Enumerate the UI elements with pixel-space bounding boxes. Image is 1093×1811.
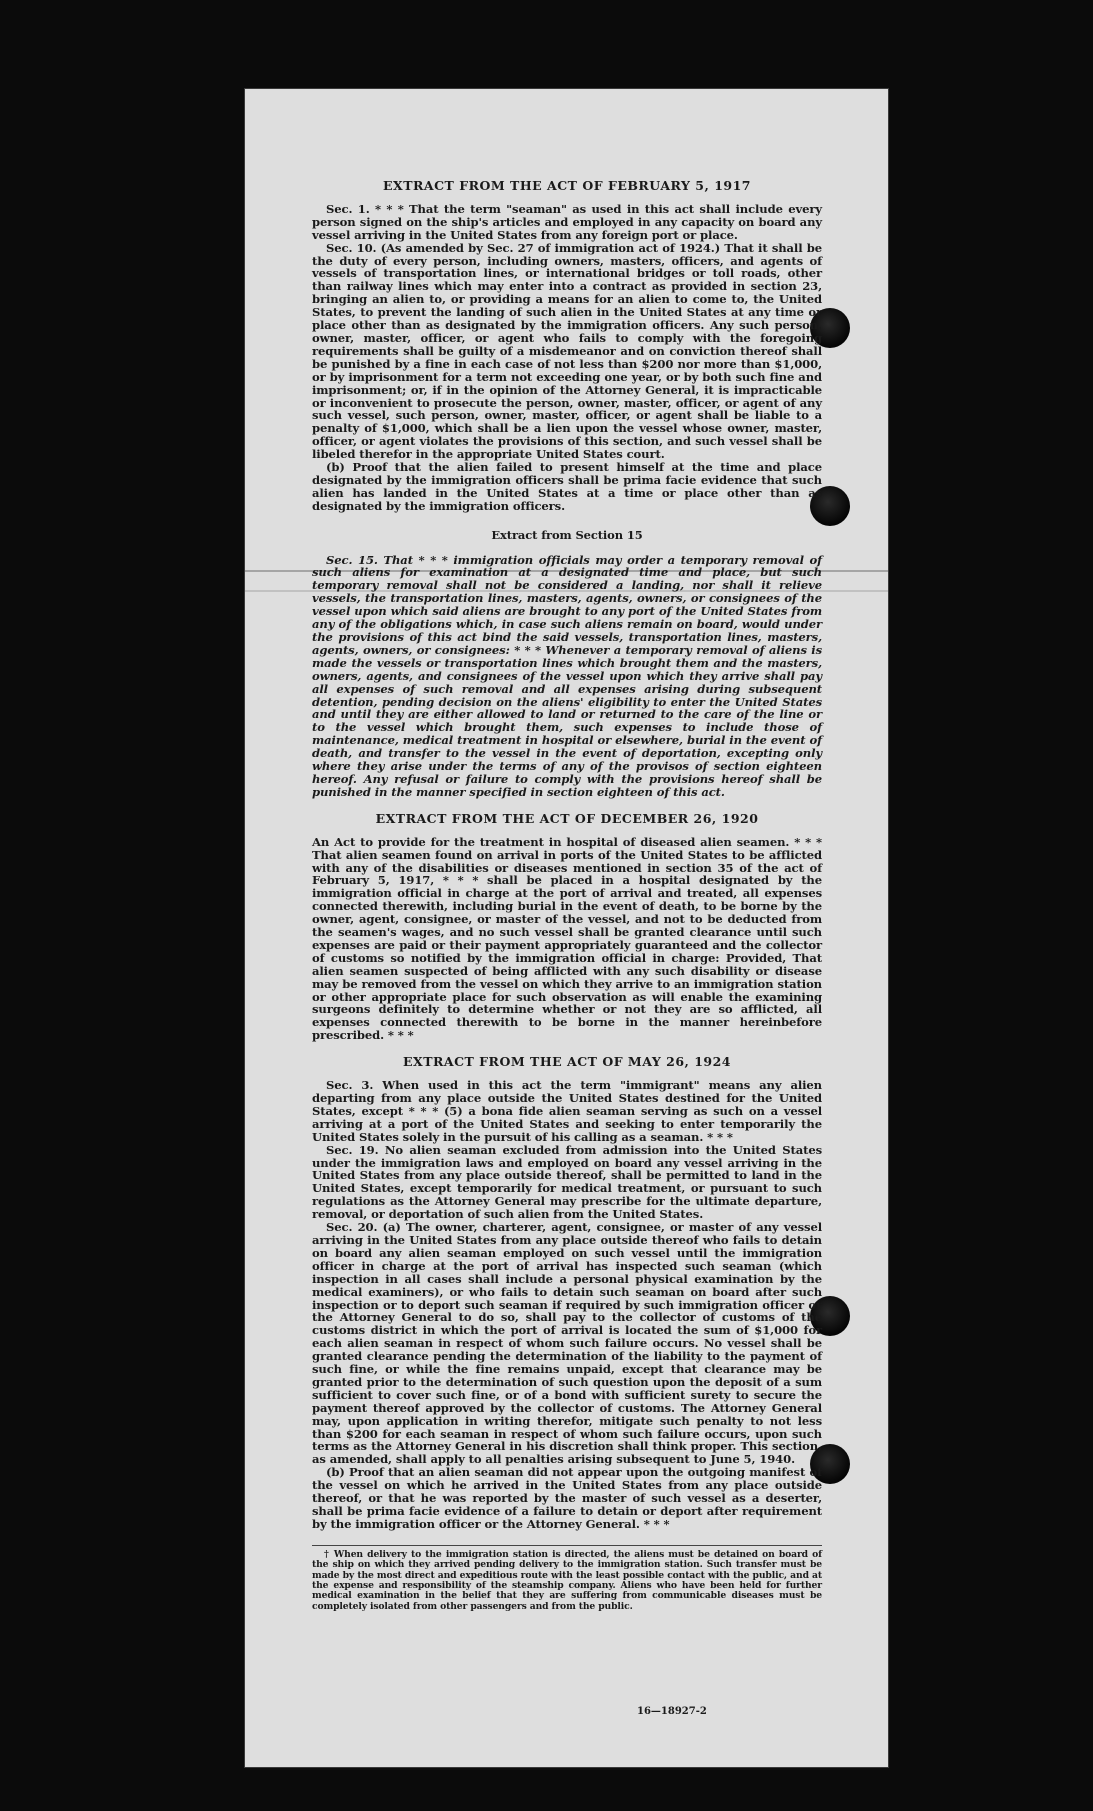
section-heading: EXTRACT FROM THE ACT OF MAY 26, 1924 [402,1054,732,1070]
paragraph: (b) Proof that the alien failed to present himself at the time and place designated by the immigration officers shall be prima facie evidence that such alien has landed in the United States at a time or place other than as designated by the immigration officers. [312,460,822,513]
paragraph: Sec. 15. That * * * immigration officials may order a temporary removal of such aliens for examination at a designated time and place, but such temporary removal shall not be considered a landing, nor shall it relieve vessels, the transportation lines, masters, agents, owners, or consignees of the vessel upon which said aliens are brought to any port of the United States from any of the obligations which, in case such aliens remain on board, would under the provisions of this act bind the said vessels, transportation lines, masters, agents, owners, or consignees: * * * Whenever a temporary removal of aliens is made the vessels or transportation lines which brought them and the masters, owners, agents, and consignees of the vessel upon which they arrive shall pay all expenses of such removal and all expenses arising during subsequent detention, pending decision on the aliens' eligibility to enter the United States and until they are either allowed to land or returned to the care of the line or to the vessel which brought them, such expenses to include those of maintenance, medical treatment in hospital or elsewhere, burial in the event of death, and transfer to the vessel in the event of deportation, excepting only where they arise under the terms of any of the provisos of section eighteen hereof. Any refusal or failure to comply with the provisions hereof shall be punished in the manner specified in section eighteen of this act. [312,552,822,799]
paragraph: Sec. 10. (As amended by Sec. 27 of immigration act of 1924.) That it shall be the duty of every person, including owners, masters, officers, and agents of vessels of transportation lines, or international bridges or toll roads, other than railway lines which may enter into a contract as provided in section 23, bringing an alien to, or providing a means for an alien to come to, the United States, to prevent the landing of such alien in the United States at any time or place other than as designated by the immigration officers. Any such person, owner, master, officer, or agent who fails to comply with the foregoing requirements shall be guilty of a misdemeanor and on conviction thereof shall be punished by a fine in each case of not less than $200 nor more than $1,000, or by imprisonment for a term not exceeding one year, or by both such fine and imprisonment; or, if in the opinion of the Attorney General, it is impracticable or inconvenient to prosecute the person, owner, master, officer, or agent of any such vessel, such person, owner, master, officer, or agent shall be liable to a penalty of $1,000, which shall be a lien upon the vessel whose owner, master, officer, or agent violates the provisions of this section, and such vessel shall be libeled therefor in the appropriate United States court. [312,240,822,462]
paragraph: (b) Proof that an alien seaman did not appear upon the outgoing manifest of the vessel on which he arrived in the United States from any place outside thereof, or that he was reported by the master of such vessel as a deserter, shall be prima facie evidence of a failure to detain or deport after requirement by the immigration officer or the Attorney General. * * * [312,1465,822,1531]
footnote: † When delivery to the immigration station is directed, the aliens must be detained on board of the ship on which they arrived pending delivery to the immigration station. Such transfer must be made by the most direct and expeditious route with the least possible contact with the public, and at the expense and responsibility of the steamship company. Aliens who have been held for further medical examination in the belief that they are suffering from communicable diseases must be completely isolated from other passengers and from the public. [312,1545,822,1612]
paragraph: Sec. 1. * * * That the term "seaman" as used in this act shall include every person signed on the ship's articles and employed in any capacity on board any vessel arriving in the United States from any foreign port or place. [312,201,822,242]
paragraph: An Act to provide for the treatment in hospital of diseased alien seamen. * * * That alien seamen found on arrival in ports of the United States to be afflicted with any of the disabilities or diseases mentioned in section 35 of the act of February 5, 1917, * * * shall be placed in a hospital designated by the immigration official in charge at the port of arrival and treated, all expenses connected therewith, including burial in the event of death, to be borne by the owner, agent, consignee, or master of the vessel, and not to be deducted from the seamen's wages, and no such vessel shall be granted clearance until such expenses are paid or their payment appropriately guaranteed and the collector of customs so notified by the immigration official in charge: Provided, That alien seamen suspected of being afflicted with any such disability or disease may be removed from the vessel on which they arrive to an immigration station or other appropriate place for such observation as will enable the examining surgeons definitely to determine whether or not they are so afflicted, all expenses connected therewith to be borne in the manner hereinbefore prescribed. * * * [312,834,822,1043]
section-extract-15 [312,529,822,799]
section-act-dec-1920 [312,810,822,1043]
form-number: 16—18927-2 [637,1706,707,1717]
section-act-may-1924 [312,1056,822,1531]
paragraph: Sec. 19. No alien seaman excluded from admission into the United States under the immigration laws and employed on board any vessel arriving in the United States from any place outside thereof, shall be permitted to land in the United States, except temporarily for medical treatment, or pursuant to such regulations as the Attorney General may prescribe for the ultimate departure, removal, or deportation of such alien from the United States. [312,1142,822,1222]
paragraph: Sec. 20. (a) The owner, charterer, agent, consignee, or master of any vessel arriving in the United States from any place outside thereof who fails to detain on board any alien seaman employed on such vessel until the immigration officer in charge at the port of arrival has inspected such seaman (which inspection in all cases shall include a personal physical examination by the medical examiners), or who fails to detain such seaman on board after such inspection or to deport such seaman if required by such immigration officer or the Attorney General to do so, shall pay to the collector of customs of the customs district in which the port of arrival is located the sum of $1,000 for each alien seaman in respect of whom such failure occurs. No vessel shall be granted clearance pending the determination of the liability to the payment of such fine, or while the fine remains unpaid, except that clearance may be granted prior to the determination of such question upon the deposit of a sum sufficient to cover such fine, or of a bond with sufficient surety to secure the payment thereof approved by the collector of customs. The Attorney General may, upon application in writing therefor, mitigate such penalty to not less than $200 for each seaman in respect of whom such failure occurs, upon such terms as the Attorney General in his discretion shall think proper. This section, as amended, shall apply to all penalties arising subsequent to June 5, 1940. [312,1220,822,1467]
document-page [244,88,889,1768]
section-act-feb-1917 [312,180,822,513]
section-heading: EXTRACT FROM THE ACT OF DECEMBER 26, 1920 [375,810,759,826]
section-subheading: Extract from Section 15 [491,527,643,542]
section-heading: EXTRACT FROM THE ACT OF FEBRUARY 5, 1917 [382,178,751,193]
paragraph: Sec. 3. When used in this act the term "immigrant" means any alien departing from any place outside the United States destined for the United States, except * * * (5) a bona fide alien seaman serving as such on a vessel arriving at a port of the United States and seeking to enter temporarily the United States solely in the pursuit of his calling as a seaman. * * * [312,1078,822,1144]
document-body [312,180,822,1612]
